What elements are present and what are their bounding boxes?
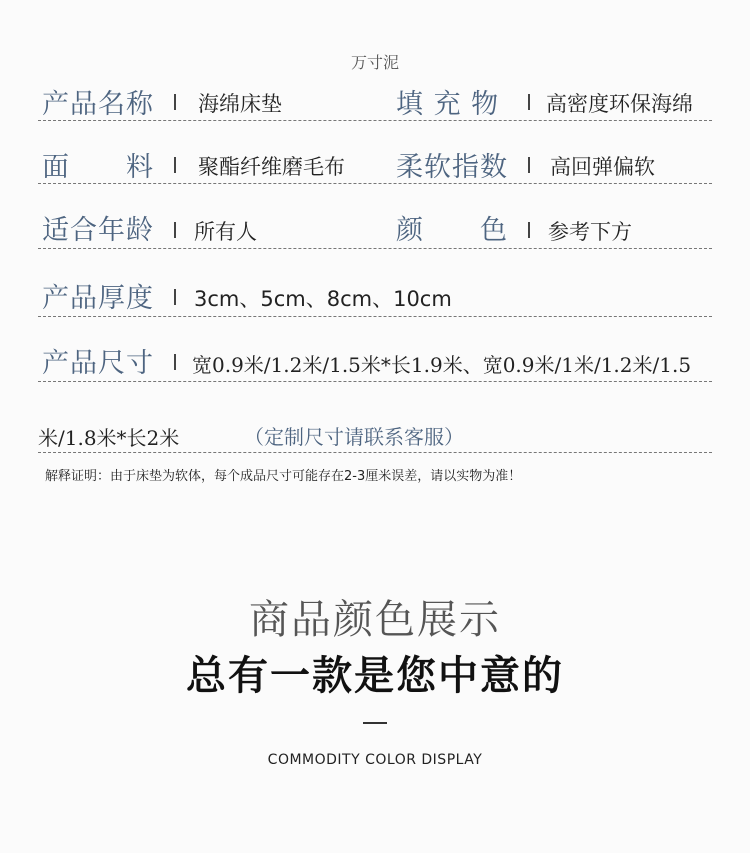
spec-row <box>38 145 712 184</box>
separator <box>174 157 176 173</box>
separator <box>174 94 176 110</box>
separator <box>528 157 530 173</box>
spec-value: 高回弹偏软 <box>550 155 655 179</box>
section-subtitle: COMMODITY COLOR DISPLAY <box>267 752 483 768</box>
separator <box>528 222 530 238</box>
spec-value: 参考下方 <box>548 220 632 244</box>
spec-row <box>38 208 712 249</box>
spec-key: 适合年龄 <box>42 215 154 246</box>
separator <box>174 222 176 238</box>
spec-key: 柔软指数 <box>396 152 508 183</box>
spec-key: 产品尺寸 <box>42 348 154 379</box>
brand-label: 万寸泥 <box>350 53 399 72</box>
divider-line <box>363 722 387 724</box>
spec-key: 产品厚度 <box>42 283 154 314</box>
spec-key: 填 充 物 <box>396 89 500 120</box>
spec-value: 高密度环保海绵 <box>546 92 693 116</box>
disclaimer: 解释证明：由于床垫为软体，每个成品尺寸可能存在2-3厘米误差，请以实物为准！ <box>45 469 522 484</box>
spec-key: 面 料 <box>42 152 154 183</box>
separator <box>174 289 176 305</box>
spec-value: 海绵床垫 <box>198 92 282 116</box>
separator <box>174 354 176 370</box>
spec-value: 聚酯纤维磨毛布 <box>198 155 345 179</box>
custom-size-note: （定制尺寸请联系客服） <box>244 425 464 449</box>
spec-value: 所有人 <box>194 220 257 244</box>
separator <box>528 94 530 110</box>
section-headline: 总有一款是您中意的 <box>186 653 564 699</box>
spec-row <box>38 341 712 382</box>
section-title: 商品颜色展示 <box>249 597 501 643</box>
spec-key: 产品名称 <box>42 89 154 120</box>
spec-value: 3cm、5cm、8cm、10cm <box>194 287 452 311</box>
size-continued-value: 米/1.8米*长2米 <box>38 426 180 450</box>
spec-key: 颜 色 <box>396 215 508 246</box>
spec-value: 宽0.9米/1.2米/1.5米*长1.9米、宽0.9米/1米/1.2米/1.5 <box>192 353 692 377</box>
spec-row <box>38 276 712 317</box>
spec-row <box>38 82 712 121</box>
